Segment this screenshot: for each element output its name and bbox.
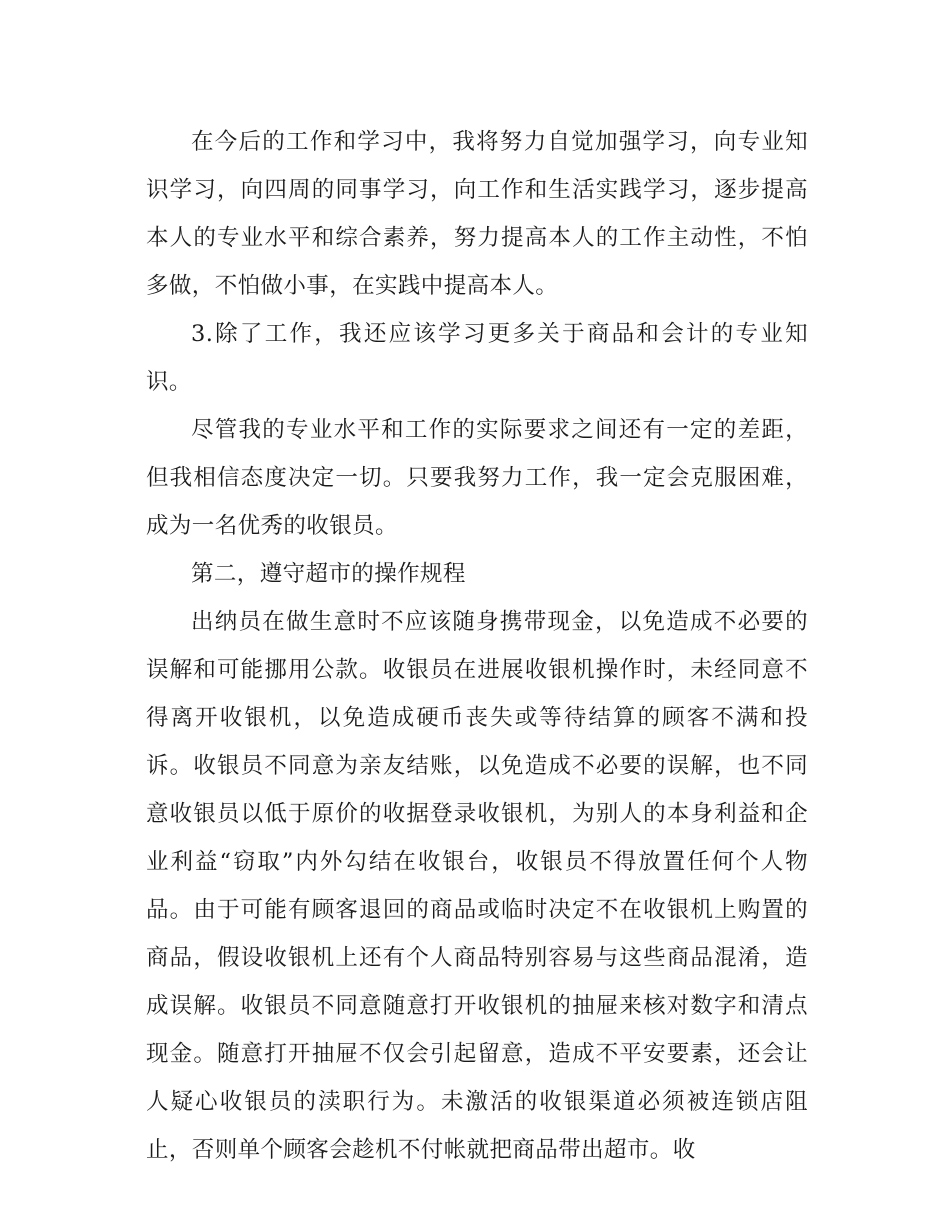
section-heading-rules: 第二，遵守超市的操作规程 xyxy=(191,561,466,587)
paragraph-attitude: 尽管我的专业水平和工作的实际要求之间还有一定的差距，但我相信态度决定一切。只要我努力工作，我一定会克服困难，成为一名优秀的收银员。 xyxy=(146,417,808,539)
paragraph-item-3: 3.除了工作，我还应该学习更多关于商品和会计的专业知识。 xyxy=(146,321,808,395)
document-body xyxy=(146,118,808,1174)
paragraph-study-plan: 在今后的工作和学习中，我将努力自觉加强学习，向专业知识学习，向四周的同事学习，向工作和生活实践学习，逐步提高本人的专业水平和综合素养，努力提高本人的工作主动性，不怕多做，不怕做小事，在实践中提高本人。 xyxy=(146,129,808,299)
paragraph-cashier-rules: 出纳员在做生意时不应该随身携带现金，以免造成不必要的误解和可能挪用公款。收银员在进展收银机操作时，未经同意不得离开收银机，以免造成硬币丧失或等待结算的顾客不满和投诉。收银员不同意为亲友结账，以免造成不必要的误解，也不同意收银员以低于原价的收据登录收银机，为别人的本身利益和企业利益“窃取”内外勾结在收银台，收银员不得放置任何个人物品。由于可能有顾客退回的商品或临时决定不在收银机上购置的商品，假设收银机上还有个人商品特别容易与这些商品混淆，造成误解。收银员不同意随意打开收银机的抽屉来核对数字和清点现金。随意打开抽屉不仅会引起留意，造成不平安要素，还会让人疑心收银员的渎职行为。未激活的收银渠道必须被连锁店阻止，否则单个顾客会趁机不付帐就把商品带出超市。收 xyxy=(146,609,808,1163)
